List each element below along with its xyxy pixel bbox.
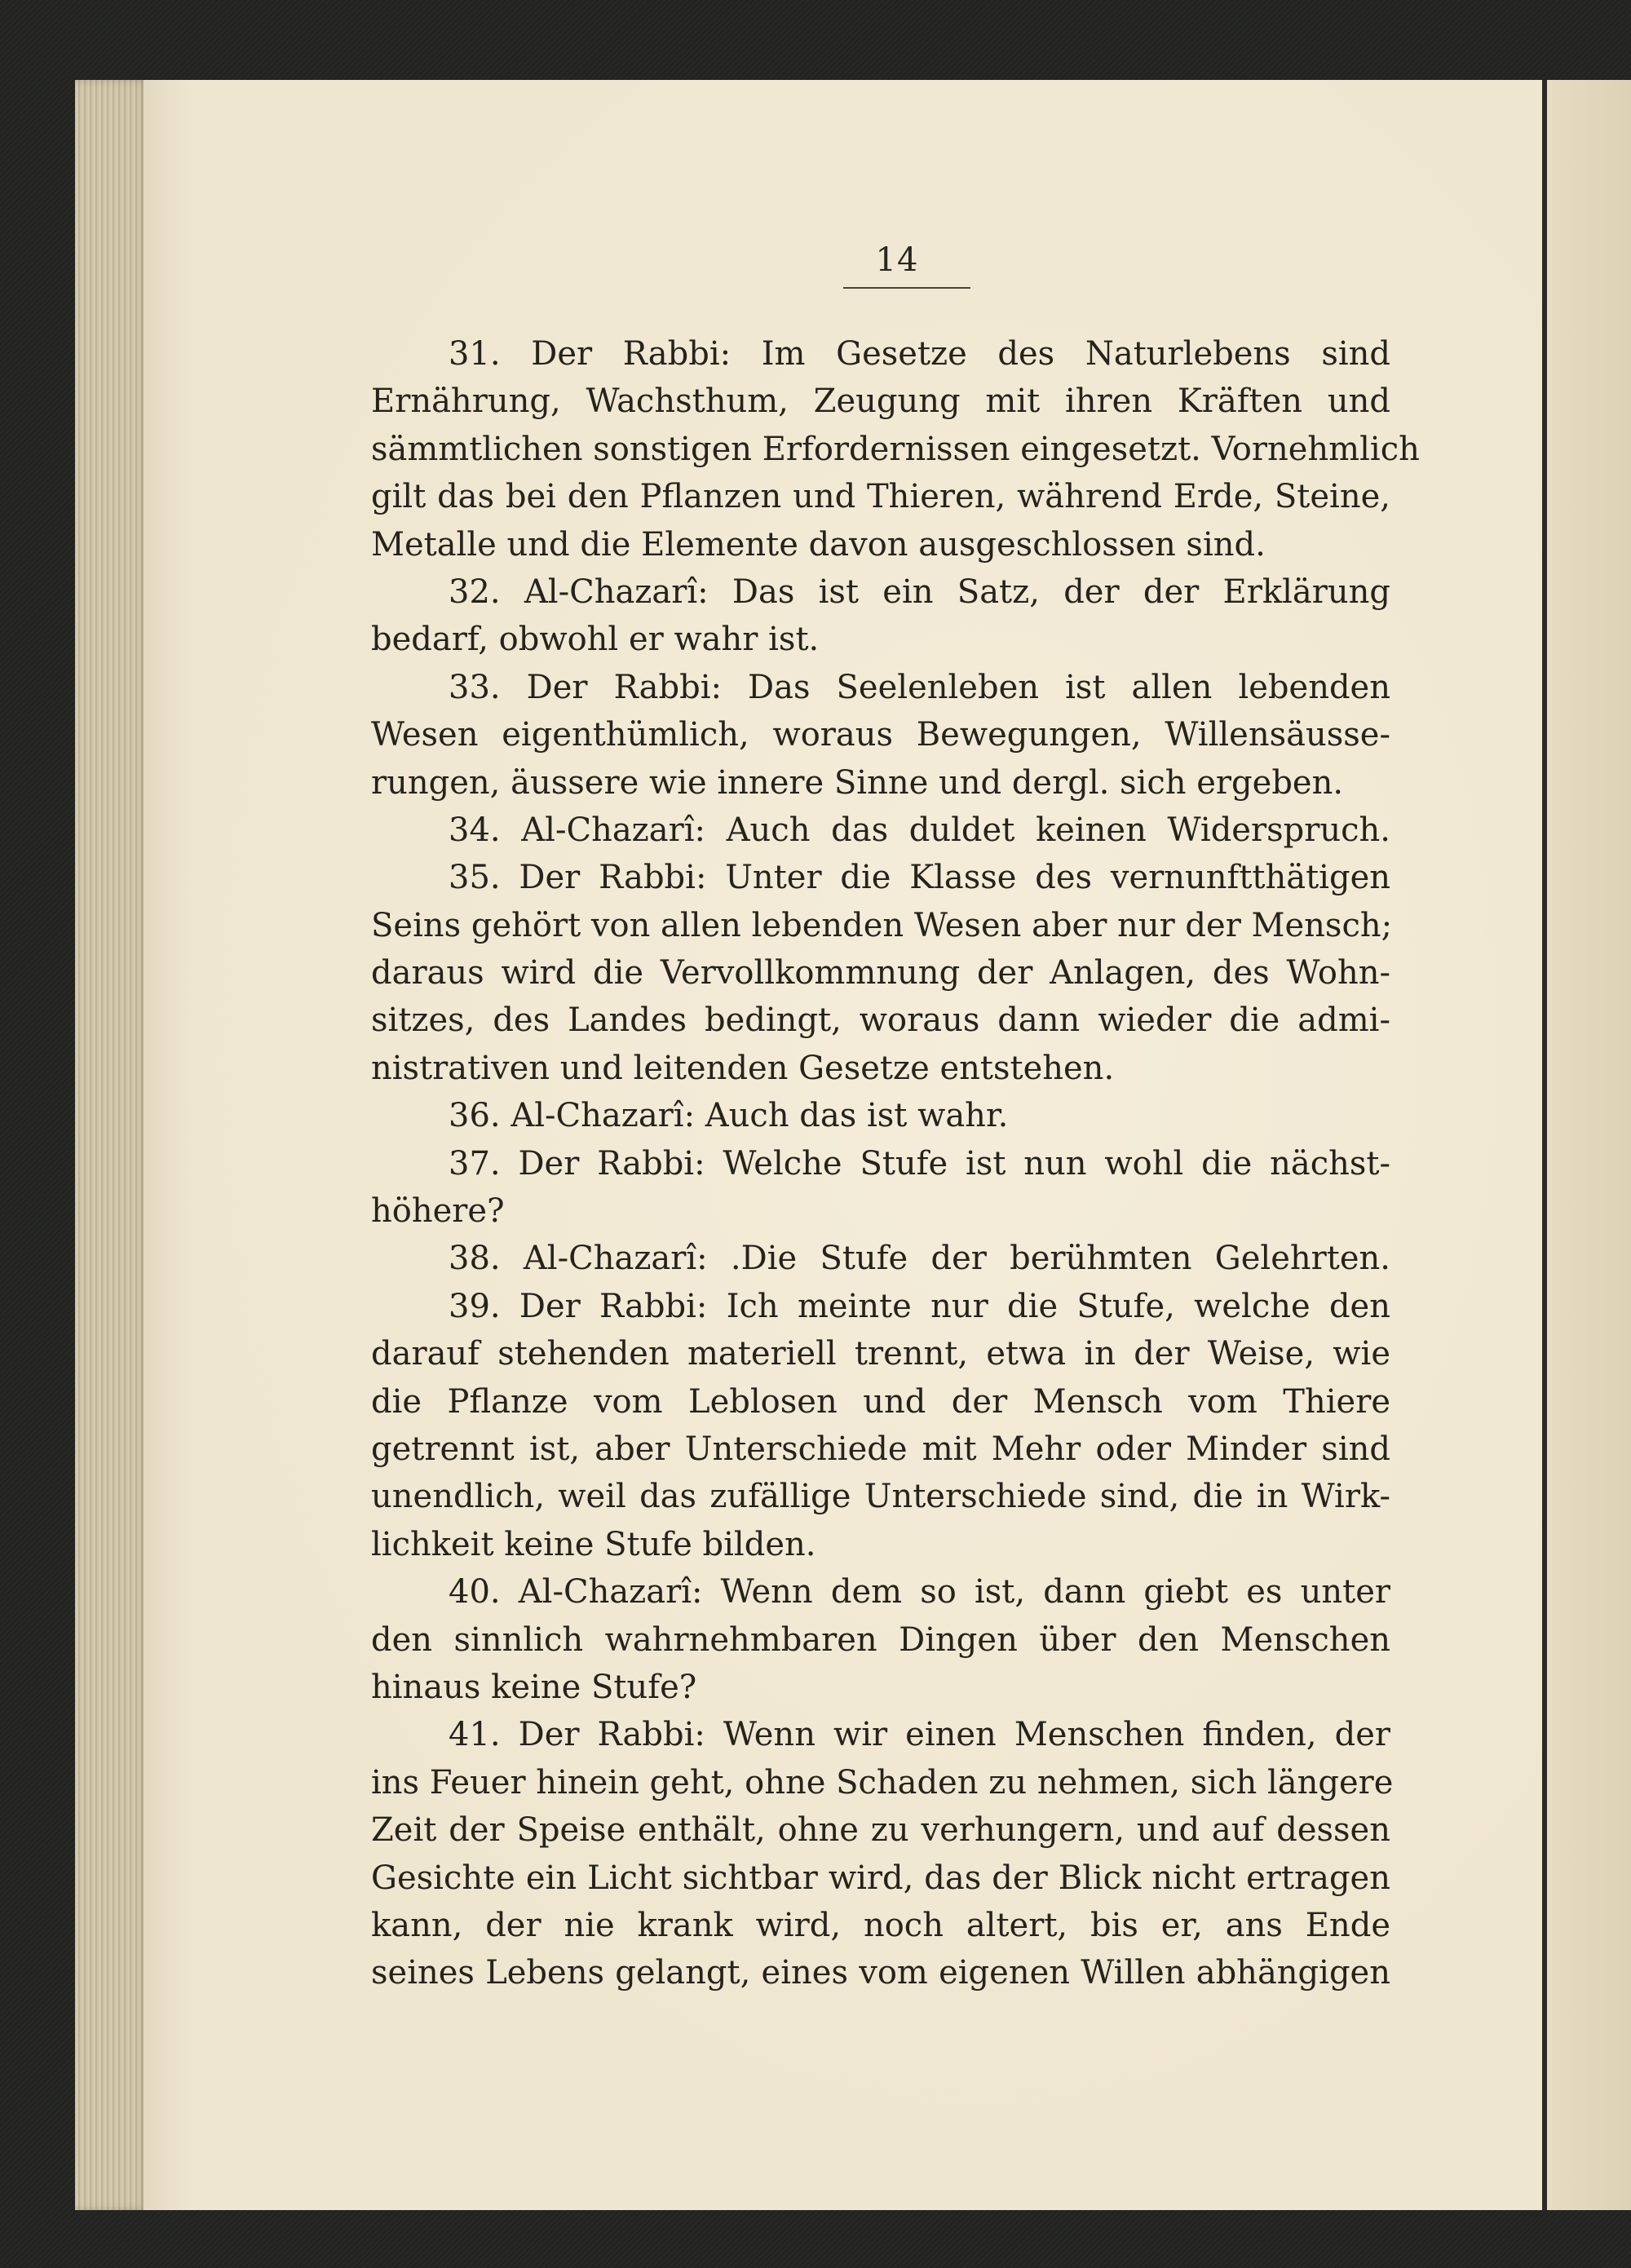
- text-line: 34. Al-Chazarî: Auch das duldet keinen Widerspruch.: [449, 811, 1390, 849]
- text-line: Gesichte ein Licht sichtbar wird, das der Blick nicht ertragen: [371, 1859, 1390, 1897]
- text-line: sitzes, des Landes bedingt, woraus dann wieder die admi-: [371, 1001, 1390, 1040]
- text-line: nistrativen und leitenden Gesetze entstehen.: [371, 1049, 1115, 1087]
- text-line: rungen, äussere wie innere Sinne und dergl. sich ergeben.: [371, 763, 1344, 802]
- body-text: [371, 330, 1420, 1997]
- text-line: den sinnlich wahrnehmbaren Dingen über den Menschen: [371, 1620, 1390, 1659]
- text-line: unendlich, weil das zufällige Unterschiede sind, die in Wirk-: [371, 1478, 1390, 1516]
- text-line: 41. Der Rabbi: Wenn wir einen Menschen finden, der: [449, 1716, 1390, 1754]
- text-line: bedarf, obwohl er wahr ist.: [371, 621, 820, 659]
- next-page-edge: [1542, 80, 1631, 2210]
- text-line: Metalle und die Elemente davon ausgeschlossen sind.: [371, 525, 1266, 564]
- text-line: 40. Al-Chazarî: Wenn dem so ist, dann giebt es unter: [449, 1573, 1390, 1611]
- text-line: höhere?: [371, 1192, 505, 1231]
- text-line: die Pflanze vom Leblosen und der Mensch vom Thiere: [371, 1382, 1390, 1421]
- text-line: 31. Der Rabbi: Im Gesetze des Naturlebens sind: [449, 335, 1390, 373]
- text-line: Seins gehört von allen lebenden Wesen aber nur der Mensch;: [371, 906, 1393, 944]
- text-line: getrennt ist, aber Unterschiede mit Mehr oder Minder sind: [371, 1430, 1390, 1468]
- page-number: 14: [875, 241, 919, 279]
- text-line: 32. Al-Chazarî: Das ist ein Satz, der der Erklärung: [449, 573, 1390, 611]
- text-line: darauf stehenden materiell trennt, etwa in der Weise, wie: [371, 1335, 1390, 1373]
- page-edges: [75, 80, 150, 2210]
- text-line: hinaus keine Stufe?: [371, 1668, 697, 1706]
- text-line: sämmtlichen sonstigen Erfordernissen eingesetzt. Vornehmlich: [371, 430, 1420, 468]
- text-line: ins Feuer hinein geht, ohne Schaden zu nehmen, sich längere: [371, 1763, 1394, 1802]
- text-line: 35. Der Rabbi: Unter die Klasse des vernunftthätigen: [449, 859, 1390, 897]
- header-rule: [843, 287, 970, 289]
- text-line: daraus wird die Vervollkommnung der Anlagen, des Wohn-: [371, 954, 1390, 993]
- text-line: lichkeit keine Stufe bilden.: [371, 1525, 816, 1563]
- text-line: 39. Der Rabbi: Ich meinte nur die Stufe, welche den: [449, 1287, 1390, 1325]
- text-line: Zeit der Speise enthält, ohne zu verhungern, und auf dessen: [371, 1811, 1390, 1850]
- text-line: kann, der nie krank wird, noch altert, bis er, ans Ende: [371, 1906, 1390, 1944]
- text-line: 36. Al-Chazarî: Auch das ist wahr.: [449, 1097, 1009, 1135]
- text-line: 37. Der Rabbi: Welche Stufe ist nun wohl die nächst-: [449, 1144, 1390, 1183]
- text-line: Ernährung, Wachsthum, Zeugung mit ihren Kräften und: [371, 382, 1390, 421]
- page-header: [734, 241, 1060, 279]
- text-line: 33. Der Rabbi: Das Seelenleben ist allen lebenden: [449, 668, 1390, 706]
- text-line: seines Lebens gelangt, eines vom eigenen Willen abhängigen: [371, 1954, 1390, 1992]
- text-line: Wesen eigenthümlich, woraus Bewegungen, Willensäusse-: [371, 716, 1390, 754]
- text-line: gilt das bei den Pflanzen und Thieren, während Erde, Steine,: [371, 478, 1390, 516]
- text-line: 38. Al-Chazarî: .Die Stufe der berühmten Gelehrten.: [449, 1240, 1390, 1278]
